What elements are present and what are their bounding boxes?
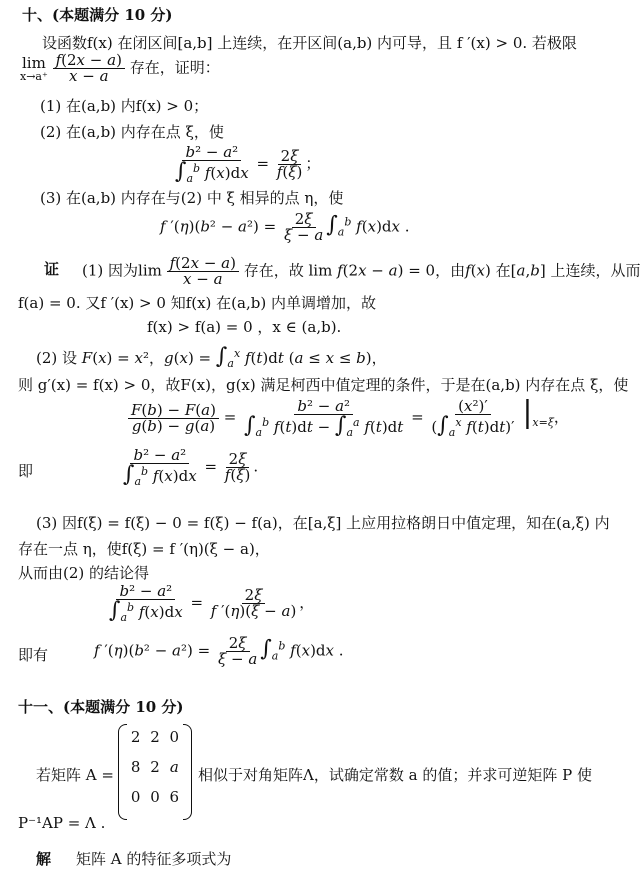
q10-statement-line2: lim x→a⁺ $\frac{f(2x - a)}{x - a}$ 存在，证明：: [20, 51, 220, 85]
matrix-cell: 2: [150, 758, 160, 776]
solution-label: 解: [36, 850, 52, 868]
matrix-A: [118, 724, 192, 820]
proof-line10: 从而由(2) 的结论得: [18, 564, 150, 582]
matrix-cell: 6: [169, 788, 180, 806]
proof-line6-cauchy: $\frac{F(b) - F(a)}{g(b) - g(a)}$ = $\frac{\text{b² − a²}}{\int_a^b f(t)dt - \int_a^a f(t)dt}$ = $\frac{\text{(x²)′}}{(\int_a^x f(t)dt)'}$ $|_{x=\xi}$，: [128, 398, 569, 438]
proof-line7: $\frac{\text{b² − a²}}{\int_a^b f(x)dx}$ = $\frac{2\xi}{f(\xi)}$ .: [123, 446, 259, 488]
matrix-cell: 0: [150, 788, 160, 806]
jiyou-label: 即有: [18, 646, 49, 664]
q10-part3: (3) 在(a,b) 内存在与(2) 中 ξ 相异的点 η，使: [40, 189, 344, 207]
proof-line3: f(x) > f(a) = 0 ，x ∈ (a,b).: [147, 318, 342, 336]
proof-line5: 则 g′(x) = f(x) > 0，故F(x)，g(x) 满足柯西中值定理的条件，于是在(a,b) 内存在点 ξ，使: [18, 376, 629, 394]
matrix-right-bracket: [183, 724, 192, 820]
q10-statement-line1: 设函数f(x) 在闭区间[a,b] 上连续，在开区间(a,b) 内可导，且 f ′(x) > 0. 若极限: [42, 34, 577, 52]
proof-label: 证: [44, 260, 60, 278]
matrix-cell: 0: [169, 728, 180, 746]
q11-statement-line2: P⁻¹AP = Λ .: [18, 814, 106, 832]
matrix-cell: 8: [130, 758, 141, 776]
proof-line4: (2) 设 F(x) = x²，$g(x) = \int_a^x$ f(t)dt (a ≤ x ≤ b)，: [36, 344, 387, 370]
matrix-cell: 2: [130, 728, 141, 746]
proof-line9: 存在一点 η，使f(ξ) = f ′(η)(ξ − a)，: [18, 540, 270, 558]
matrix-cell: a: [169, 758, 179, 776]
matrix-cell: 2: [150, 728, 160, 746]
q10-heading: 十、(本题满分 10 分): [22, 6, 173, 24]
proof-line8: (3) 因f(ξ) = f(ξ) − 0 = f(ξ) − f(a)，在[a,ξ] 上应用拉格朗日中值定理，知在(a,ξ) 内: [36, 514, 610, 532]
ji-label: 即: [18, 462, 34, 480]
proof-line11: $\frac{\text{b² − a²}}{\int_a^b f(x)dx}$ = $\frac{2\xi}{f '(\eta)(\xi - a)}$ ，: [109, 582, 315, 624]
q11-statement-pre: 若矩阵 A =: [36, 766, 114, 784]
q10-part2-formula: $\frac{\text{b² − a²}}{\int_a^b f(x)dx}$ = $\frac{2\xi}{f(\xi)}$ ；: [175, 143, 321, 185]
solution-text: 矩阵 A 的特征多项式为: [76, 850, 232, 868]
proof-line1: (1) 因为lim $\frac{f(2x - a)}{x - a}$ 存在，故 lim f(2x − a) = 0，由f(x) 在[a,b] 上连续，从而: [82, 254, 640, 288]
proof-line2: f(a) = 0. 又f ′(x) > 0 知f(x) 在(a,b) 内单调增加，故: [18, 294, 376, 312]
q11-statement-post: 相似于对角矩阵Λ，试确定常数 a 的值；并求可逆矩阵 P 使: [198, 766, 592, 784]
q10-part1: (1) 在(a,b) 内f(x) > 0；: [40, 97, 209, 115]
proof-line12: f ′(η)(b² − a²) = $\frac{2\xi}{\xi - a}$ $\int_a^b$ f(x)dx .: [94, 634, 344, 668]
q10-part3-formula: f ′(η)(b² − a²) = $\frac{2\xi}{\xi - a}$ $\int_a^b$ f(x)dx .: [160, 210, 410, 244]
q10-part2: (2) 在(a,b) 内存在点 ξ，使: [40, 123, 224, 141]
matrix-body: [126, 728, 184, 806]
q11-heading: 十一、(本题满分 10 分): [18, 698, 184, 716]
matrix-cell: 0: [130, 788, 141, 806]
